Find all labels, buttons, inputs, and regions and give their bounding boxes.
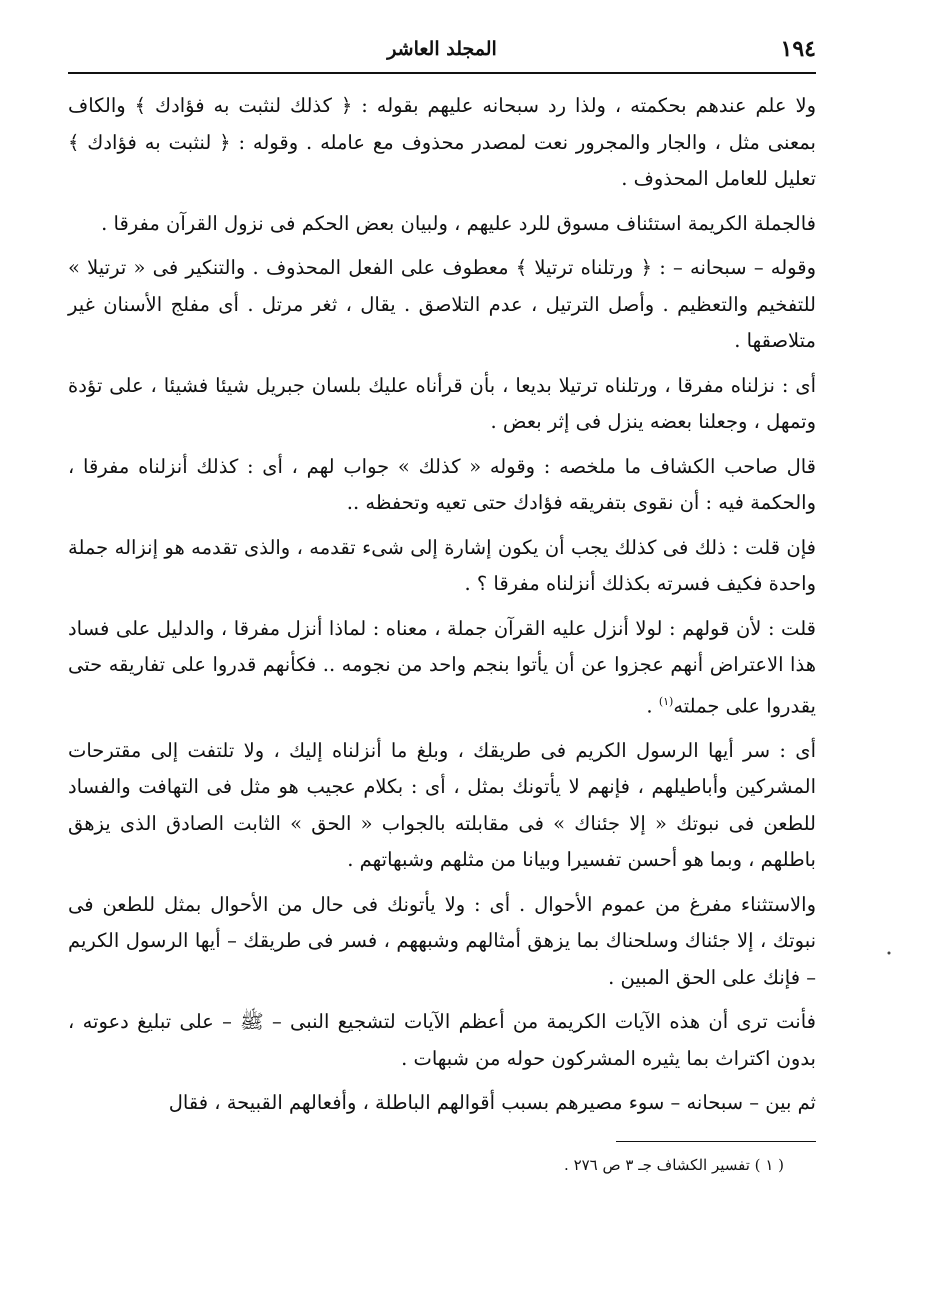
- paragraph: فأنت ترى أن هذه الآيات الكريمة من أعظم الآيات لتشجيع النبى – ﷺ – على تبليغ دعوته ، بدون اكتراث بما يثيره المشركون حوله من شبهات .: [68, 1010, 816, 1070]
- paragraph: ولا علم عندهم بحكمته ، ولذا رد سبحانه عليهم بقوله : ﴿ كذلك لنثبت به فؤادك ﴾ والكاف بمعنى مثل ، والجار والمجرور نعت لمصدر محذوف مع عامله . وقوله : ﴿ لنثبت به فؤادك ﴾ تعليل للعامل المحذوف .: [68, 94, 816, 190]
- margin-dot-mark: [886, 950, 892, 956]
- body-text: [68, 88, 816, 1130]
- paragraph: فإن قلت : ذلك فى كذلك يجب أن يكون إشارة إلى شىء تقدمه ، والذى تقدمه هو إنزاله جملة واحدة فكيف فسرته بكذلك أنزلناه مفرقا ؟ .: [68, 535, 816, 595]
- page-number: ١٩٤: [780, 36, 816, 62]
- paragraph-with-footnote: [68, 611, 816, 725]
- paragraph: والاستثناء مفرغ من عموم الأحوال . أى : ولا يأتونك فى حال من الأحوال بمثل للطعن فى نبوتك ، إلا جئناك وسلحناك بما يزهق أمثالهم وشبههم ، فسر فى طريقك – أيها الرسول الكريم – فإنك على الحق المبين .: [68, 892, 816, 989]
- footnote-divider: [616, 1141, 816, 1142]
- paragraph-end: .: [646, 694, 659, 717]
- page-header: [68, 30, 816, 70]
- header-divider: [68, 72, 816, 74]
- footnote: ( ١ ) تفسير الكشاف جـ ٣ ص ٢٧٦ .: [564, 1156, 784, 1174]
- paragraph: أى : نزلناه مفرقا ، ورتلناه ترتيلا بديعا ، بأن قرأناه عليك بلسان جبريل شيئا فشيئا ، على تؤدة وتمهل ، وجعلنا بعضه ينزل فى إثر بعض .: [68, 373, 816, 433]
- paragraph: وقوله – سبحانه – : ﴿ ورتلناه ترتيلا ﴾ معطوف على الفعل المحذوف . والتنكير فى « ترتيلا » للتفخيم والتعظيم . وأصل الترتيل ، عدم التلاصق . يقال ، ثغر مرتل . أى مفلج الأسنان غير متلاصقها .: [68, 256, 816, 352]
- paragraph-text: قلت : لأن قولهم : لولا أنزل عليه القرآن جملة ، معناه : لماذا أنزل مفرقا ، والدليل على فساد هذا الاعتراض أنهم عجزوا عن أن يأتوا بنجم واحد من نجومه .. فكأنهم قدروا على تفاريقه حتى يقدروا على جملته: [68, 616, 816, 717]
- paragraph: قال صاحب الكشاف ما ملخصه : وقوله « كذلك » جواب لهم ، أى : كذلك أنزلناه مفرقا ، والحكمة فيه : أن نقوى بتفريقه فؤادك حتى تعيه وتحفظه ..: [68, 454, 816, 514]
- paragraph: أى : سر أيها الرسول الكريم فى طريقك ، وبلغ ما أنزلناه إليك ، ولا تلتفت إلى مقترحات المشركين وأباطيلهم ، فإنهم لا يأتونك بمثل ، أى : بكلام عجيب هو مثل فى التهافت والفساد للطعن فى نبوتك « إلا جئناك » فى مقابلته بالجواب « الحق » الثابت الصادق الذى يزهق باطلهم ، وبما هو أحسن تفسيرا وبيانا من مثلهم وشبهاتهم .: [68, 738, 816, 871]
- footnote-marker: (١): [658, 694, 674, 708]
- volume-title: المجلد العاشر: [387, 38, 497, 60]
- paragraph: ثم بين – سبحانه – سوء مصيرهم بسبب أقوالهم الباطلة ، وأفعالهم القبيحة ، فقال: [168, 1091, 816, 1114]
- paragraph: فالجملة الكريمة استئناف مسوق للرد عليهم ، ولبيان بعض الحكم فى نزول القرآن مفرقا .: [101, 211, 816, 235]
